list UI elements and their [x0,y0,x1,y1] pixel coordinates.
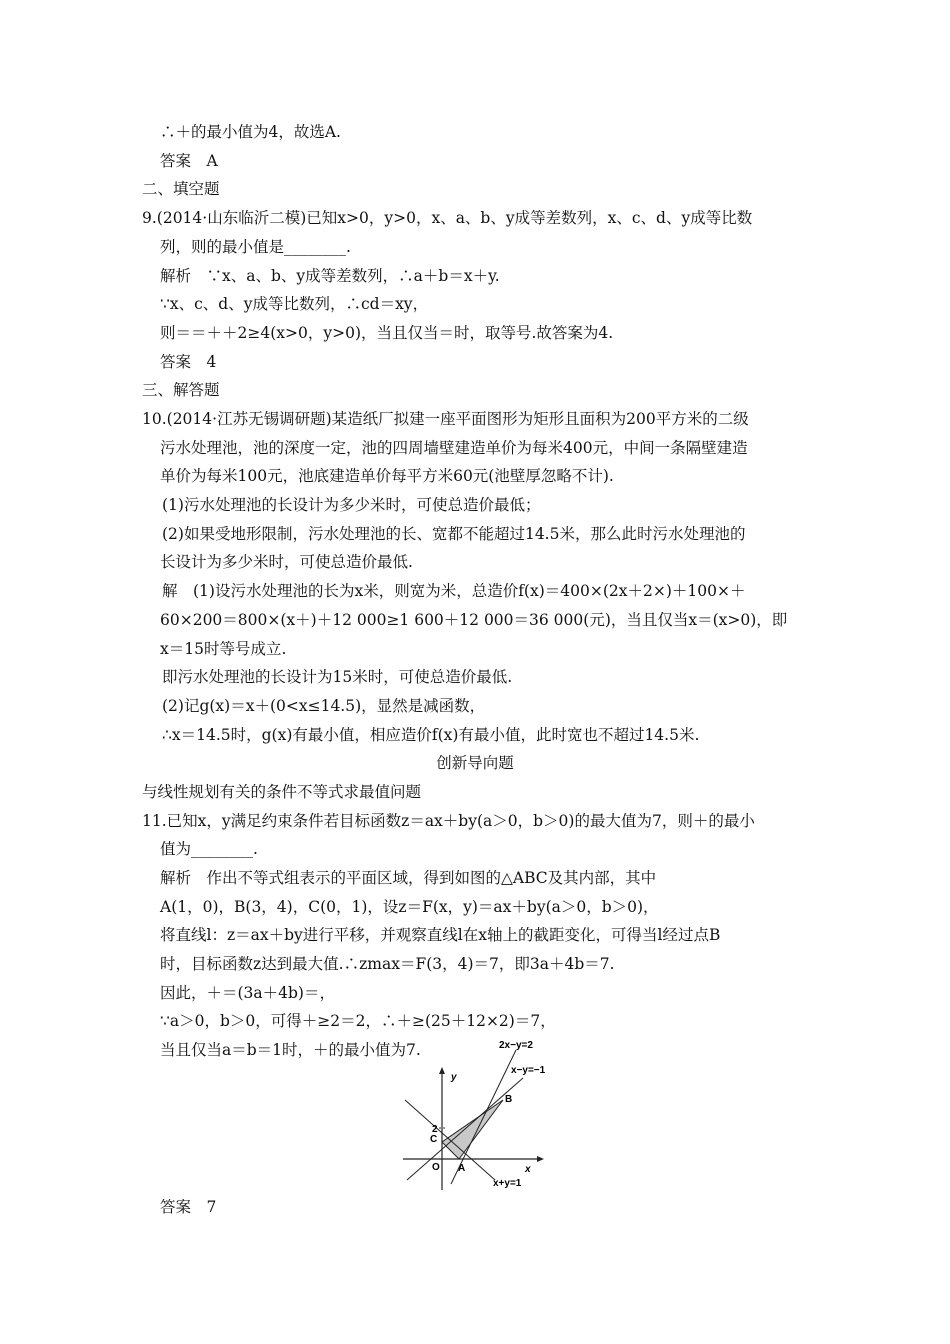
text-line: 即污水处理池的长设计为15米时，可使总造价最低. [162,668,513,686]
text-line: 值为________. [160,840,258,858]
x-axis-arrow [537,1156,544,1162]
subheading: 与线性规划有关的条件不等式求最值问题 [142,783,422,801]
text-line: ∵a＞0，b＞0，可得＋≥2＝2，∴＋≥(25＋12×2)＝7， [160,1012,556,1030]
text-line: 解析 ∵x、a、b、y成等差数列，∴a＋b＝x＋y. [160,267,500,285]
line-x-y-1 [405,1100,495,1180]
text-line: 解析 作出不等式组表示的平面区域，得到如图的△ABC及其内部，其中 [160,869,657,887]
label-point-c: C [430,1134,438,1145]
text-line: ∵x、c、d、y成等比数列，∴cd＝xy， [160,295,429,313]
text-line: 则＝＝＋＋2≥4(x>0，y>0)，当且仅当＝时，取等号.故答案为4. [160,324,614,342]
text-line: ∴＋的最小值为4，故选A. [160,123,341,141]
text-line: 60×200＝800×(x＋)＋12 000≥1 600＋12 000＝36 000(元)，当且仅当x＝(x>0)，即 [160,611,788,629]
label-line1: 2x−y=2 [499,1040,533,1051]
text-line: ∴x＝14.5时，g(x)有最小值，相应造价f(x)有最小值，此时宽也不超过14.5米. [162,726,700,744]
question-11: 11.已知x，y满足约束条件若目标函数z＝ax＋by(a＞0，b＞0)的最大值为7，则＋的最小 [142,812,755,830]
text-line: 污水处理池，池的深度一定，池的四周墙壁建造单价为每米400元，中间一条隔壁建造 [160,439,748,457]
question-9: 9.(2014·山东临沂二模)已知x>0，y>0，x、a、b、y成等差数列，x、c、d、y成等比数 [142,209,753,227]
y-axis-arrow [439,1067,445,1074]
text-line: 时，目标函数z达到最大值.∴zmax＝F(3，4)＝7，即3a＋4b＝7. [160,955,615,973]
text-line: A(1，0)，B(3，4)，C(0，1)，设z＝F(x，y)＝ax＋by(a＞0，b＞0)， [160,898,659,916]
text-line: (2)记g(x)＝x＋(0<x≤14.5)，显然是减函数， [162,697,486,715]
label-origin: O [432,1162,440,1173]
feasible-region-diagram [395,1040,575,1195]
text-line: x＝15时等号成立. [160,640,287,658]
label-x-axis: x [525,1164,531,1175]
text-line: 单价为每米100元，池底建造单价每平方米60元(池壁厚忽略不计). [160,467,614,485]
label-tick-2: 2 [432,1124,438,1135]
text-line: 解 (1)设污水处理池的长为x米，则宽为米，总造价f(x)＝400×(2x＋2×)＋100×＋ [162,582,746,600]
text-line: (1)污水处理池的长设计为多少米时，可使总造价最低； [162,496,541,514]
text-line: 将直线l：z＝ax＋by进行平移，并观察直线l在x轴上的截距变化，可得当l经过点B [160,926,721,944]
answer-line: 答案 A [160,152,218,170]
label-point-b: B [505,1094,513,1105]
section-heading: 二、填空题 [142,180,220,198]
label-point-a: A [458,1163,466,1174]
text-line: (2)如果受地形限制，污水处理池的长、宽都不能超过14.5米，那么此时污水处理池的 [162,525,746,543]
section-heading: 三、解答题 [142,381,220,399]
label-line3: x+y=1 [493,1178,522,1189]
triangle-abc-region [442,1100,503,1159]
text-line: 列，则的最小值是________. [160,238,351,256]
text-line: 因此，＋＝(3a＋4b)＝， [160,984,335,1002]
section-heading: 创新导向题 [436,754,514,772]
answer-line: 答案 7 [160,1198,217,1216]
question-10: 10.(2014·江苏无锡调研题)某造纸厂拟建一座平面图形为矩形且面积为200平方米的二级 [142,410,749,428]
label-line2: x−y=−1 [511,1065,546,1076]
text-line: 长设计为多少米时，可使总造价最低. [160,553,413,571]
text-line: 当且仅当a＝b＝1时，＋的最小值为7. [160,1041,421,1059]
answer-line: 答案 4 [160,353,217,371]
label-y-axis: y [451,1072,457,1083]
